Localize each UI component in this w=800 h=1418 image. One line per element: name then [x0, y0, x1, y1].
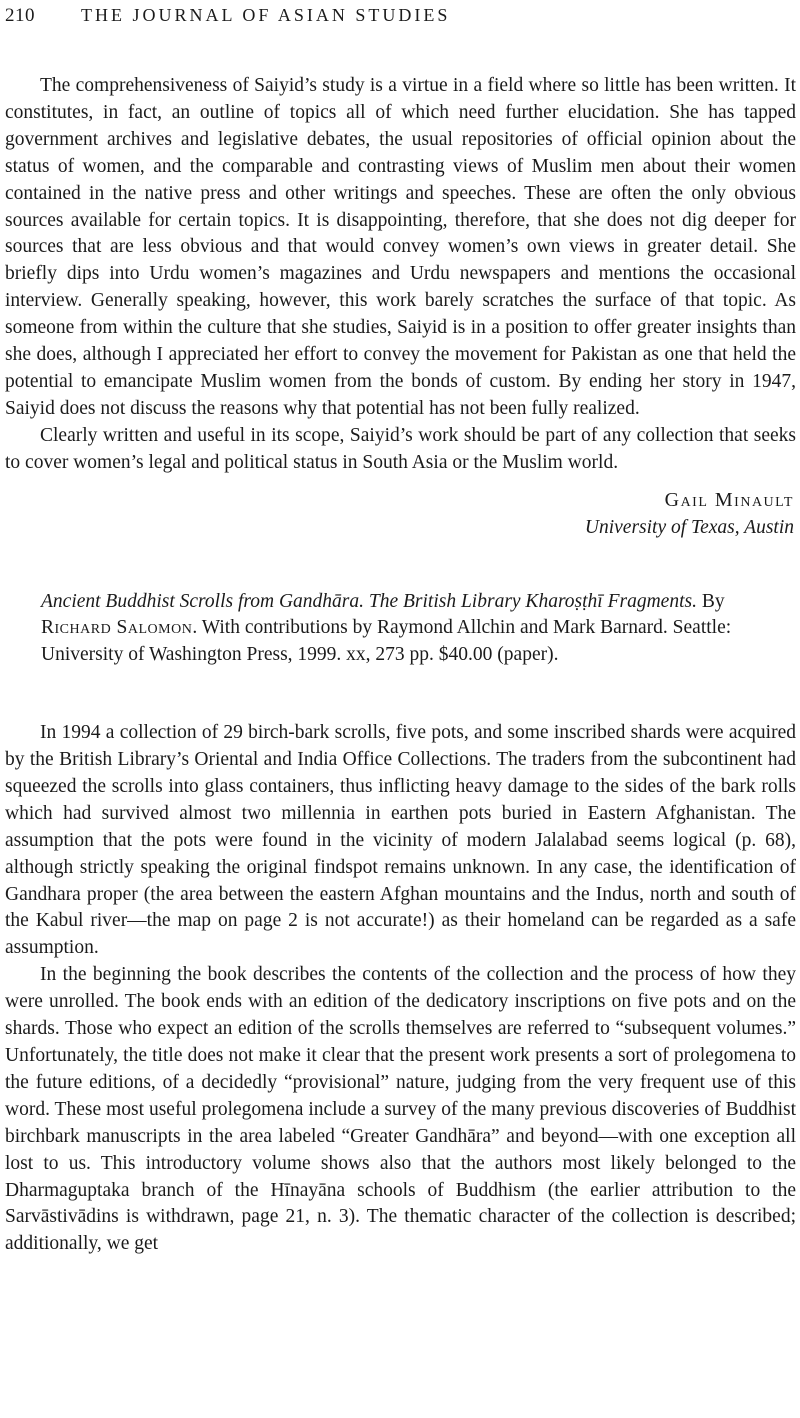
citation-by-prefix: By [696, 590, 725, 612]
review2-paragraph-1: In 1994 a collection of 29 birch-bark scrolls, five pots, and some inscribed shards were acquired by the British Library’s Oriental and India Office Collections. The traders from the subcontinent had squeezed the scrolls into glass containers, thus inflicting heavy damage to the sides of the bark rolls which had survived almost two millennia in earthen pots buried in Eastern Afghanistan. The assumption that the pots were found in the vicinity of modern Jalalabad seems logical (p. 68), although strictly speaking the original findspot remains unknown. In any case, the identification of Gandhara proper (the area between the eastern Afghan mountains and the Indus, north and south of the Kabul river—the map on page 2 is not accurate!) as their homeland can be regarded as a safe assumption. [5, 722, 796, 959]
review2-body [5, 720, 796, 1258]
reviewer-affiliation: University of Texas, Austin [584, 516, 794, 538]
journal-title: THE JOURNAL OF ASIAN STUDIES [81, 5, 451, 25]
review1-paragraph-2: Clearly written and useful in its scope, Saiyid’s work should be part of any collection that seeks to cover women’s legal and political status in South Asia or the Muslim world. [5, 424, 796, 473]
page-number: 210 [5, 5, 35, 26]
review1-paragraph-1: The comprehensiveness of Saiyid’s study is a virtue in a field where so little has been written. It constitutes, in fact, an outline of topics all of which need further elucidation. She has tapped government archives and legislative debates, the usual repositories of official opinion about the status of women, and the comparable and contrasting views of Muslim men about their women contained in the native press and other writings and speeches. These are often the only obvious sources available for certain topics. It is disappointing, therefore, that she does not dig deeper for sources that are less obvious and that would convey women’s own views in greater detail. She briefly dips into Urdu women’s magazines and Urdu newspapers and mentions the occasional interview. Generally speaking, however, this work barely scratches the surface of that topic. As someone from within the culture that she studies, Saiyid is in a position to offer greater insights than she does, although I appreciated her effort to convey the movement for Pakistan as one that held the potential to emancipate Muslim women from the bonds of custom. By ending her story in 1947, Saiyid does not discuss the reasons why that potential has not been fully realized. [5, 75, 796, 419]
review-section-saiyid [5, 73, 796, 541]
book-author: Richard Salomon [41, 617, 193, 639]
page-header [5, 3, 796, 28]
reviewer-name: Gail Minault [664, 488, 794, 511]
review-section-salomon [5, 589, 796, 1259]
book-citation [41, 589, 796, 669]
reviewer-signature [5, 487, 796, 541]
review2-paragraph-2: In the beginning the book describes the contents of the collection and the process of how they were unrolled. The book ends with an edition of the dedicatory inscriptions on five pots and on the shards. Those who expect an edition of the scrolls themselves are referred to “subsequent volumes.” Unfortunately, the title does not make it clear that the present work presents a sort of prolegomena to the future editions, of a decidedly “provisional” nature, judging from the very frequent use of this word. These most useful prolegomena include a survey of the many previous discoveries of Buddhist birchbark manuscripts in the area labeled “Greater Gandhāra” and beyond—with one exception all lost to us. This introductory volume shows also that the authors most likely belonged to the Dharmaguptaka branch of the Hīnayāna schools of Buddhism (the earlier attribution to the Sarvāstivādins is withdrawn, page 21, n. 3). The thematic character of the collection is described; additionally, we get [5, 964, 796, 1255]
citation-details: . With contributions by Raymond Allchin and Mark Barnard. Seattle: University of Washington Press, 1999. xx, 273 pp. $40.00 (paper). [41, 617, 732, 665]
book-title: Ancient Buddhist Scrolls from Gandhāra. The British Library Kharoṣṭhī Fragments. [41, 590, 697, 612]
